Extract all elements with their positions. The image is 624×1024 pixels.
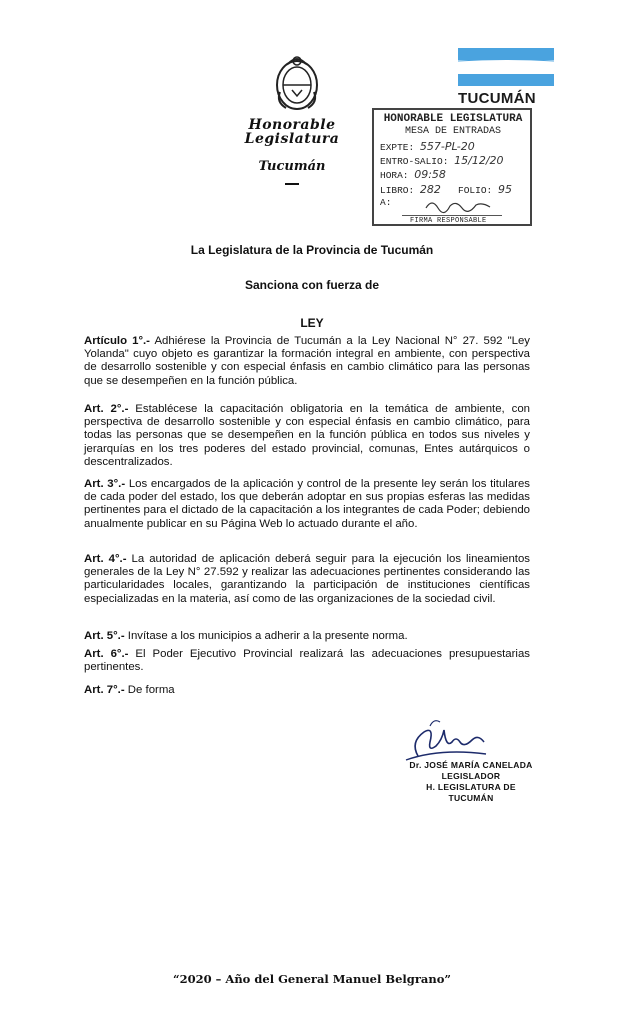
article-text: Invítase a los municipios a adherir a la presente norma.: [124, 630, 408, 642]
article-label: Art. 7°.-: [84, 684, 125, 696]
article-6: [84, 648, 530, 674]
signatory-block: [406, 760, 536, 804]
legislature-line2: Tucumán: [258, 159, 326, 174]
stamp-expte: [380, 140, 475, 153]
stamp-libro-label: LIBRO:: [380, 185, 415, 196]
stamp-folio-label: FOLIO:: [458, 185, 493, 196]
legislature-line1: Honorable Legislatura: [244, 117, 340, 147]
stamp-expte-value: 557-PL-20: [419, 140, 475, 153]
stamp-a-label: A:: [380, 197, 392, 208]
stamp-signature-icon: [424, 196, 494, 214]
footer-motto: “2020 – Año del General Manuel Belgrano”: [173, 972, 451, 986]
article-5: [84, 630, 530, 643]
stamp-entro-label: ENTRO-SALIO:: [380, 156, 449, 167]
signatory-institution: H. LEGISLATURA DE TUCUMÁN: [426, 782, 516, 803]
stamp-a: [380, 197, 391, 208]
article-text: El Poder Ejecutivo Provincial realizará las adecuaciones presupuestarias pertinentes.: [84, 648, 530, 674]
article-label: Art. 4°.-: [84, 553, 127, 565]
divider: [285, 183, 299, 185]
legislature-seal-icon: [266, 52, 328, 114]
stamp-entro-value: 15/12/20: [454, 154, 504, 167]
stamp-folio-value: 95: [497, 183, 512, 196]
stamp-hora-label: HORA:: [380, 170, 409, 181]
article-text: De forma: [124, 684, 175, 696]
stamp-entro: [380, 154, 504, 167]
article-4: [84, 553, 530, 606]
article-text: Establécese la capacitación obligatoria en la temática de ambiente, con perspectiva de desarrollo sostenible y con especial énfasis en cambio climático, para todas las personas que se desempeñen en la función pública en todos sus niveles y jerarquías en los tres poderes del estado provincial, comunas, Entes autárquicos o descentralizados.: [84, 403, 530, 468]
article-label: Art. 6°.-: [84, 648, 129, 660]
stamp-libro-value: 282: [419, 183, 441, 196]
article-text: Adhiérese la Provincia de Tucumán a la Ley Nacional N° 27. 592 "Ley Yolanda" cuyo objeto es garantizar la formación integral en ambiente, con perspectiva de desarrollo sostenible y con especial énfasis en cambio climático para las personas que se desempeñen en la función pública.: [84, 335, 530, 387]
legislature-name: [212, 118, 372, 185]
tucuman-logo-text: TUCUMÁN: [458, 90, 536, 107]
heading-sanciona: Sanciona con fuerza de: [244, 278, 380, 292]
article-label: Art. 3°.-: [84, 478, 126, 490]
stamp-firma-label: FIRMA RESPONSABLE: [410, 217, 487, 225]
stamp-subtitle: MESA DE ENTRADAS: [404, 126, 501, 137]
stamp-hora: [380, 168, 446, 181]
signatory-name: Dr. JOSÉ MARÍA CANELADA: [409, 760, 533, 770]
stamp-title: HONORABLE LEGISLATURA: [383, 113, 523, 125]
article-label: Art. 5°.-: [84, 630, 125, 642]
article-7: [84, 684, 530, 697]
stamp-signature-line: [402, 215, 502, 216]
stamp-hora-value: 09:58: [414, 168, 446, 181]
stamp-expte-label: EXPTE:: [380, 142, 415, 153]
entry-stamp: [372, 108, 532, 226]
article-3: [84, 478, 530, 531]
article-text: Los encargados de la aplicación y control de la presente ley serán los titulares de cada poder del estado, los que deberán adoptar en sus propias esferas las medidas pertinentes para el dictado de la capacitación a los integrantes de cada Poder; debiendo anualmente publicar en su Página Web lo actuado durante el año.: [84, 478, 530, 530]
article-1: [84, 335, 530, 388]
signatory-role: LEGISLADOR: [441, 771, 501, 781]
heading-ley: LEY: [300, 316, 324, 330]
tucuman-flag-icon: [458, 48, 554, 88]
article-label: Art. 2°.-: [84, 403, 129, 415]
heading-legislature: La Legislatura de la Provincia de Tucumán: [190, 243, 434, 257]
article-label: Artículo 1°.-: [84, 335, 150, 347]
stamp-libro: [380, 183, 512, 196]
article-text: La autoridad de aplicación deberá seguir para la ejecución los lineamientos generales de la Ley N° 27.592 y realizar las adecuaciones pertinentes considerando las particularidades locales, garantizando la participación de instituciones científicas especializadas en la materia, así como de las organizaciones de la sociedad civil.: [84, 553, 530, 605]
article-2: [84, 403, 530, 469]
